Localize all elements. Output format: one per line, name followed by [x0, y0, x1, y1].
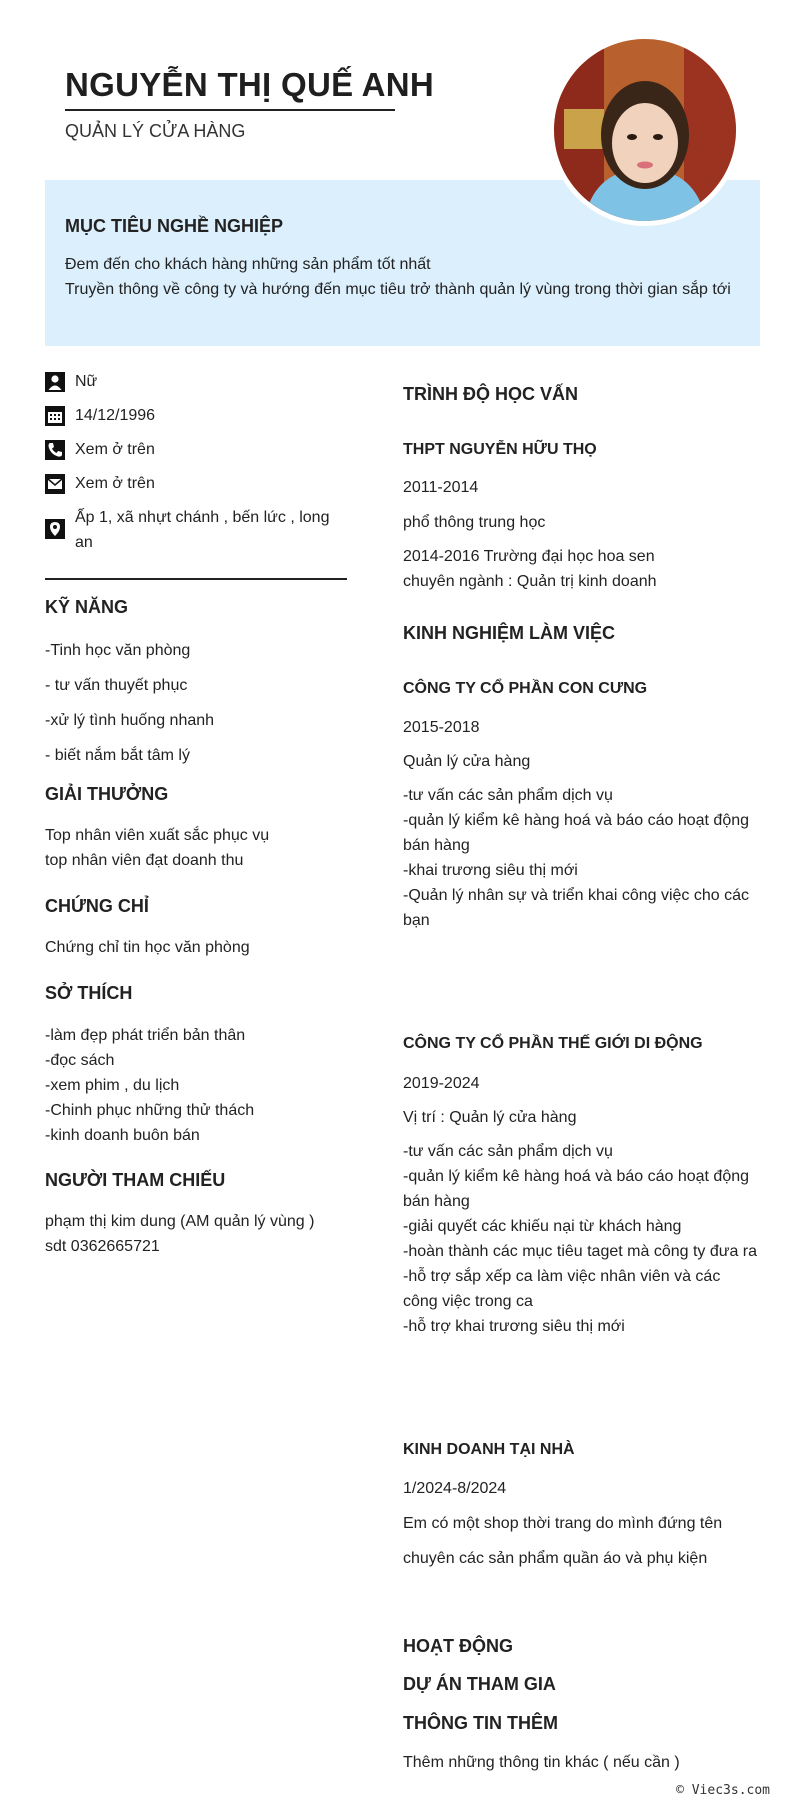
gender-row [45, 369, 97, 394]
profile-photo [549, 34, 741, 226]
email-value: Xem ở trên [75, 475, 155, 492]
awards-list [45, 823, 269, 873]
certificates-title: CHỨNG CHỈ [45, 896, 149, 916]
award-item: Top nhân viên xuất sắc phục vụ [45, 827, 270, 844]
job-position: Vị trí : Quản lý cửa hàng [403, 1109, 577, 1126]
hobbies-list [45, 1023, 254, 1148]
activities-title: HOẠT ĐỘNG [403, 1636, 513, 1656]
experience-title: KINH NGHIỆM LÀM VIỆC [403, 623, 616, 643]
objective-line: Đem đến cho khách hàng những sản phẩm tốt nhất [65, 256, 431, 273]
more-info-title: THÔNG TIN THÊM [403, 1713, 558, 1733]
education-school: THPT NGUYỄN HỮU THỌ [403, 441, 597, 458]
education-title: TRÌNH ĐỘ HỌC VẤN [403, 384, 578, 404]
hobby-item: -kinh doanh buôn bán [45, 1127, 200, 1144]
objective-text [65, 252, 745, 302]
calendar-icon [45, 406, 65, 426]
job-position: Quản lý cửa hàng [403, 753, 531, 770]
name-underline [65, 109, 395, 111]
job-duty: -tư vấn các sản phẩm dịch vụ [403, 1143, 613, 1160]
skill-item: - biết nắm bắt tâm lý [45, 747, 190, 764]
job-duty: -Quản lý nhân sự và triển khai công việc cho các bạn [403, 887, 749, 929]
job-company: CÔNG TY CỔ PHẦN THẾ GIỚI DI ĐỘNG [403, 1035, 703, 1052]
hobby-item: -Chinh phục những thử thách [45, 1102, 255, 1119]
address-value: Ấp 1, xã nhựt chánh , bến lức , long an [75, 509, 330, 551]
reference-item: phạm thị kim dung (AM quản lý vùng ) [45, 1213, 315, 1230]
info-divider [45, 578, 347, 580]
job-period: 2015-2018 [403, 719, 480, 736]
job-period: 2019-2024 [403, 1075, 480, 1092]
job-duty: -quản lý kiểm kê hàng hoá và báo cáo hoạt động bán hàng [403, 1168, 750, 1210]
education-period: 2011-2014 [403, 479, 479, 496]
objective-title: MỤC TIÊU NGHỀ NGHIỆP [65, 216, 284, 236]
job-duty: -hỗ trợ sắp xếp ca làm việc nhân viên và các công việc trong ca [403, 1268, 721, 1310]
gender-value: Nữ [75, 373, 98, 390]
candidate-name: NGUYỄN THỊ QUẾ ANH [65, 66, 435, 103]
birthday-value: 14/12/1996 [75, 407, 156, 424]
phone-row [45, 437, 155, 462]
certificates-list [45, 935, 250, 960]
job-position: Em có một shop thời trang do mình đứng tên [403, 1515, 723, 1532]
job-duty: -hỗ trợ khai trương siêu thị mới [403, 1318, 625, 1335]
job-company: CÔNG TY CỔ PHẦN CON CƯNG [403, 680, 648, 697]
phone-icon [45, 440, 65, 460]
award-item: top nhân viên đạt doanh thu [45, 852, 244, 869]
awards-title: GIẢI THƯỞNG [45, 784, 169, 804]
job-duties [403, 1139, 758, 1339]
location-icon [45, 519, 65, 539]
projects-title: DỰ ÁN THAM GIA [403, 1674, 556, 1694]
user-icon [45, 372, 65, 392]
reference-item: sdt 0362665721 [45, 1238, 160, 1255]
job-duty: -hoàn thành các mục tiêu taget mà công ty đưa ra [403, 1243, 758, 1260]
skill-item: - tư vấn thuyết phục [45, 677, 188, 694]
hobby-item: -làm đẹp phát triển bản thân [45, 1027, 246, 1044]
references-title: NGƯỜI THAM CHIẾU [45, 1170, 226, 1190]
education-line: chuyên ngành : Quản trị kinh doanh [403, 573, 657, 590]
references-list [45, 1209, 314, 1259]
job-title: QUẢN LÝ CỬA HÀNG [65, 121, 246, 141]
education-level: phổ thông trung học [403, 514, 546, 531]
job-duty: -tư vấn các sản phẩm dịch vụ [403, 787, 613, 804]
hobby-item: -đọc sách [45, 1052, 115, 1069]
job-duty: -quản lý kiểm kê hàng hoá và báo cáo hoạt động bán hàng [403, 812, 750, 854]
watermark: © Viec3s.com [676, 1783, 770, 1798]
certificate-item: Chứng chỉ tin học văn phòng [45, 939, 250, 956]
more-info-text: Thêm những thông tin khác ( nếu cần ) [403, 1754, 680, 1771]
phone-value: Xem ở trên [75, 441, 155, 458]
hobby-item: -xem phim , du lịch [45, 1077, 180, 1094]
hobbies-title: SỞ THÍCH [45, 983, 133, 1003]
address-row [45, 505, 330, 555]
skills-list [45, 638, 214, 778]
objective-line: Truyền thông về công ty và hướng đến mục tiêu trở thành quản lý vùng trong thời gian sắp tới [65, 281, 731, 298]
job-company: KINH DOANH TẠI NHÀ [403, 1441, 575, 1458]
job-period: 1/2024-8/2024 [403, 1480, 507, 1497]
education-line: 2014-2016 Trường đại học hoa sen [403, 548, 655, 565]
birthday-row [45, 403, 155, 428]
skill-item: -Tinh học văn phòng [45, 642, 191, 659]
email-row [45, 471, 155, 496]
education-details [403, 544, 657, 594]
skills-title: KỸ NĂNG [45, 597, 129, 617]
skill-item: -xử lý tình huống nhanh [45, 712, 215, 729]
job-duty: -giải quyết các khiếu nại từ khách hàng [403, 1218, 682, 1235]
job-duty: chuyên các sản phẩm quần áo và phụ kiện [403, 1550, 708, 1567]
job-duty: -khai trương siêu thị mới [403, 862, 578, 879]
job-duties [403, 783, 758, 933]
mail-icon [45, 474, 65, 494]
